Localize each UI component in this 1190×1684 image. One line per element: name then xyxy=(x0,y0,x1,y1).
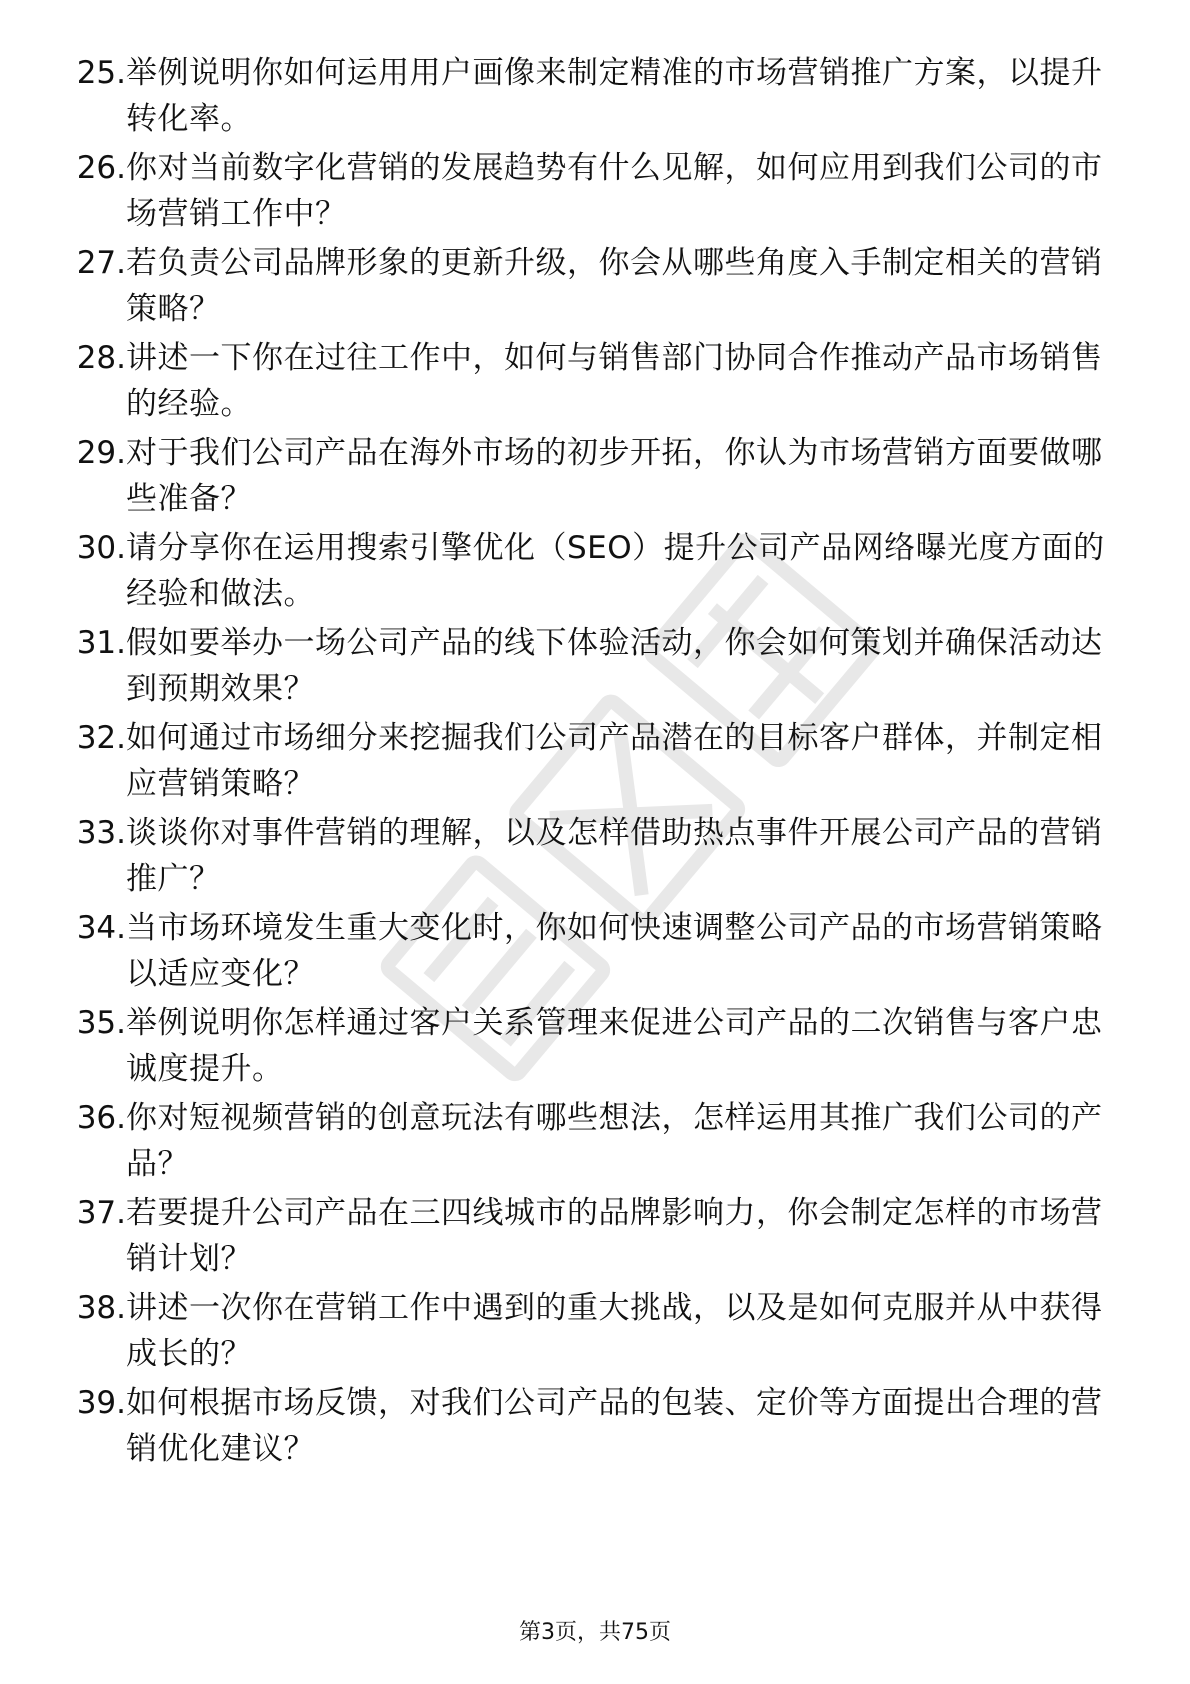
question-item xyxy=(0,1380,1190,1480)
question-item xyxy=(0,905,1190,1005)
question-text: 若要提升公司产品在三四线城市的品牌影响力，你会制定怎样的市场营销计划？ xyxy=(126,1195,1103,1277)
question-item xyxy=(0,50,1190,150)
question-text: 讲述一下你在过往工作中，如何与销售部门协同合作推动产品市场销售的经验。 xyxy=(126,340,1103,422)
question-text: 如何通过市场细分来挖掘我们公司产品潜在的目标客户群体，并制定相应营销策略？ xyxy=(126,720,1103,802)
question-number: 38. xyxy=(76,1290,126,1326)
question-text: 举例说明你怎样通过客户关系管理来促进公司产品的二次销售与客户忠诚度提升。 xyxy=(126,1005,1103,1087)
question-number: 34. xyxy=(76,910,126,946)
page-footer: 第3页，共75页 xyxy=(519,1620,671,1645)
question-text: 你对当前数字化营销的发展趋势有什么见解，如何应用到我们公司的市场营销工作中？ xyxy=(126,150,1103,232)
question-text: 谈谈你对事件营销的理解，以及怎样借助热点事件开展公司产品的营销推广？ xyxy=(126,815,1103,897)
question-item xyxy=(0,715,1190,815)
question-number: 28. xyxy=(76,340,126,376)
question-number: 33. xyxy=(76,815,126,851)
question-item xyxy=(0,145,1190,245)
question-number: 37. xyxy=(76,1195,126,1231)
question-item xyxy=(0,335,1190,435)
question-item xyxy=(0,1190,1190,1290)
question-text: 当市场环境发生重大变化时，你如何快速调整公司产品的市场营销策略以适应变化？ xyxy=(126,910,1103,992)
question-text: 对于我们公司产品在海外市场的初步开拓，你认为市场营销方面要做哪些准备？ xyxy=(126,435,1103,517)
question-item xyxy=(0,525,1190,625)
question-number: 32. xyxy=(76,720,126,756)
question-item xyxy=(0,1095,1190,1195)
question-number: 26. xyxy=(76,150,126,186)
question-number: 25. xyxy=(76,55,126,91)
question-number: 27. xyxy=(76,245,126,281)
question-number: 36. xyxy=(76,1100,126,1136)
question-text: 请分享你在运用搜索引擎优化（SEO）提升公司产品网络曝光度方面的经验和做法。 xyxy=(126,530,1105,612)
question-item xyxy=(0,430,1190,530)
question-text: 若负责公司品牌形象的更新升级，你会从哪些角度入手制定相关的营销策略？ xyxy=(126,245,1103,327)
question-item xyxy=(0,1000,1190,1100)
question-item xyxy=(0,240,1190,340)
question-text: 如何根据市场反馈，对我们公司产品的包装、定价等方面提出合理的营销优化建议？ xyxy=(126,1385,1103,1467)
question-number: 30. xyxy=(76,530,126,566)
question-item xyxy=(0,620,1190,720)
question-item xyxy=(0,1285,1190,1385)
question-text: 讲述一次你在营销工作中遇到的重大挑战，以及是如何克服并从中获得成长的？ xyxy=(126,1290,1103,1372)
question-item xyxy=(0,810,1190,910)
question-text: 假如要举办一场公司产品的线下体验活动，你会如何策划并确保活动达到预期效果？ xyxy=(126,625,1103,707)
question-number: 31. xyxy=(76,625,126,661)
question-text: 举例说明你如何运用用户画像来制定精准的市场营销推广方案，以提升转化率。 xyxy=(126,55,1103,137)
question-number: 39. xyxy=(76,1385,126,1421)
question-text: 你对短视频营销的创意玩法有哪些想法，怎样运用其推广我们公司的产品？ xyxy=(126,1100,1103,1182)
question-number: 35. xyxy=(76,1005,126,1041)
question-number: 29. xyxy=(76,435,126,471)
